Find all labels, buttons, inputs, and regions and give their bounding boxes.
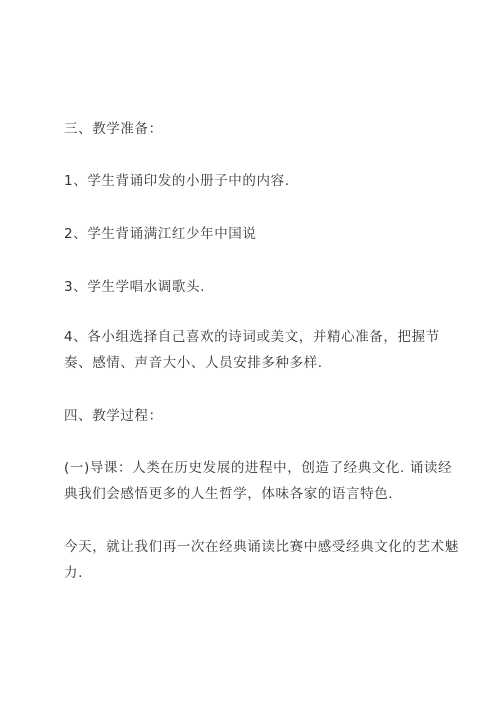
text-line: 四、教学过程：	[64, 408, 163, 424]
text-line: 3、学生学唱水调歌头.	[64, 279, 205, 295]
text-line: (一)导课：人类在历史发展的进程中，创造了经典文化. 诵读经	[64, 460, 453, 476]
text-line: 2、学生背诵满江红少年中国说	[64, 226, 257, 242]
text-line: 今天，就让我们再一次在经典诵读比赛中感受经典文化的艺术魅	[64, 539, 459, 555]
text-line: 三、教学准备：	[64, 121, 163, 137]
text-line: 典我们会感悟更多的人生哲学，体味各家的语言特色.	[64, 486, 394, 502]
list-item-3	[64, 274, 444, 300]
paragraph-introduction	[64, 455, 453, 507]
text-line: 奏、感情、声音大小、人员安排多种多样.	[64, 355, 323, 371]
list-item-2	[64, 221, 444, 247]
list-item-1	[64, 168, 444, 194]
section-heading-teaching-preparation	[64, 116, 444, 142]
text-line: 力.	[64, 565, 83, 581]
section-heading-teaching-process	[64, 403, 444, 429]
paragraph-today	[64, 534, 459, 586]
text-line: 1、学生背诵印发的小册子中的内容.	[64, 173, 290, 189]
list-item-4	[64, 324, 444, 376]
text-line: 4、各小组选择自己喜欢的诗词或美文，并精心准备，把握节	[64, 329, 440, 345]
